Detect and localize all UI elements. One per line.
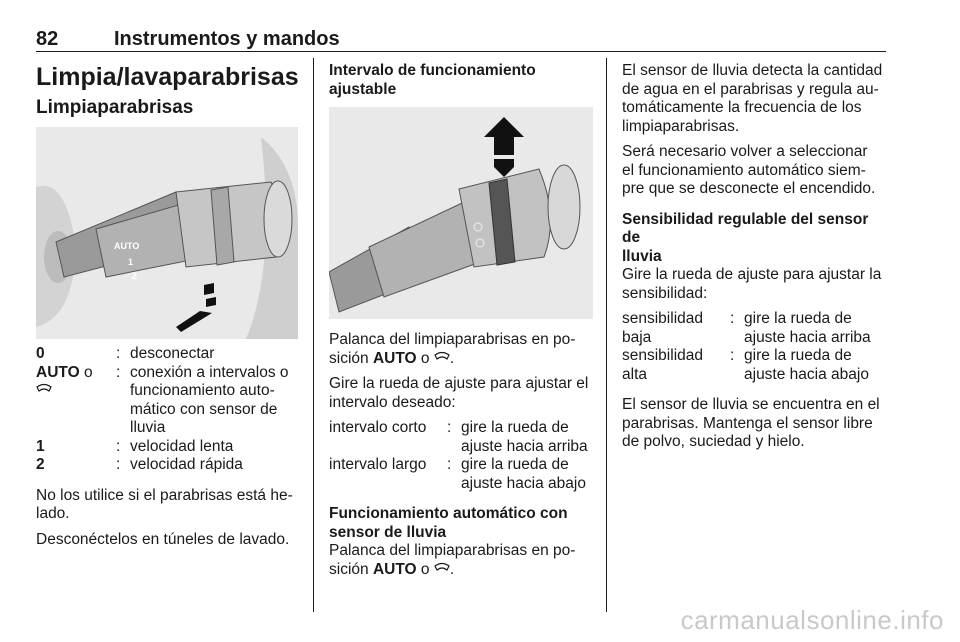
list-item: 0 : desconectar — [36, 345, 215, 362]
paragraph: El sensor de lluvia se encuentra en el parabrisas. Mantenga el sensor libre de polvo, suciedad y hielo. — [622, 396, 880, 450]
paragraph: Desconéctelos en túneles de lavado. — [36, 530, 290, 548]
section-heading: Sensibilidad regulable del sensor de lluvia — [622, 210, 869, 265]
list-item: 2 : velocidad rápida — [36, 456, 243, 473]
column-2 — [329, 62, 594, 586]
list-item: intervalo largo : gire la rueda de ajuste hacia abajo — [329, 456, 586, 492]
list-item: 1 : velocidad lenta — [36, 437, 234, 455]
speed-2-label: 2 — [132, 271, 138, 281]
column-3 — [622, 62, 890, 459]
section-heading: Funcionamiento automático con sensor de lluvia — [329, 505, 568, 541]
column-divider-1 — [313, 58, 314, 612]
page-header — [36, 28, 886, 52]
paragraph: Será necesario volver a seleccionar el funcionamiento automático siem- pre que se desconecte el encendido. — [622, 143, 876, 197]
section-heading: Intervalo de funcionamiento ajustable — [329, 62, 536, 98]
column-1 — [36, 62, 300, 556]
sensitivity-list — [622, 310, 890, 384]
page-number: 82 — [36, 28, 59, 50]
rain-sensor-icon — [434, 562, 450, 576]
list-item: intervalo corto : gire la rueda de ajuste hacia arriba — [329, 419, 588, 455]
paragraph: No los utilice si el parabrisas está he- lado. — [36, 486, 293, 522]
paragraph: Gire la rueda de ajuste para ajustar la sensibilidad: — [622, 266, 882, 302]
position-list — [36, 345, 300, 475]
list-item: AUTO o : conexión a intervalos o funcionamiento auto- mático con sensor de lluvia — [36, 363, 289, 436]
section-title: Instrumentos y mandos — [114, 28, 340, 50]
rain-sensor-icon — [36, 383, 52, 397]
speed-1-label: 1 — [128, 257, 134, 267]
paragraph: Palanca del limpiaparabrisas en po- sición AUTO o . — [329, 331, 576, 367]
paragraph: Gire la rueda de ajuste para ajustar el intervalo deseado: — [329, 375, 589, 411]
subsection-title: Limpiaparabrisas — [36, 97, 194, 118]
rain-sensor-icon — [434, 351, 450, 365]
interval-list — [329, 419, 594, 493]
page-title: Limpia/lavaparabrisas — [36, 63, 299, 91]
watermark: carmanualsonline.info — [680, 605, 944, 635]
paragraph: El sensor de lluvia detecta la cantidad de agua en el parabrisas y regula au- tomáticamente la frecuencia de los limpiaparabrisas. — [622, 62, 883, 135]
header-rule — [36, 51, 886, 52]
wiper-stalk-figure — [36, 127, 298, 339]
list-item: sensibilidad baja : gire la rueda de ajuste hacia arriba — [622, 310, 871, 346]
auto-position-label: AUTO — [114, 241, 140, 251]
column-divider-2 — [606, 58, 607, 612]
paragraph: Palanca del limpiaparabrisas en po- sición AUTO o . — [329, 542, 576, 578]
adjustable-interval-figure — [329, 107, 593, 319]
list-item: sensibilidad alta : gire la rueda de ajuste hacia abajo — [622, 347, 869, 383]
